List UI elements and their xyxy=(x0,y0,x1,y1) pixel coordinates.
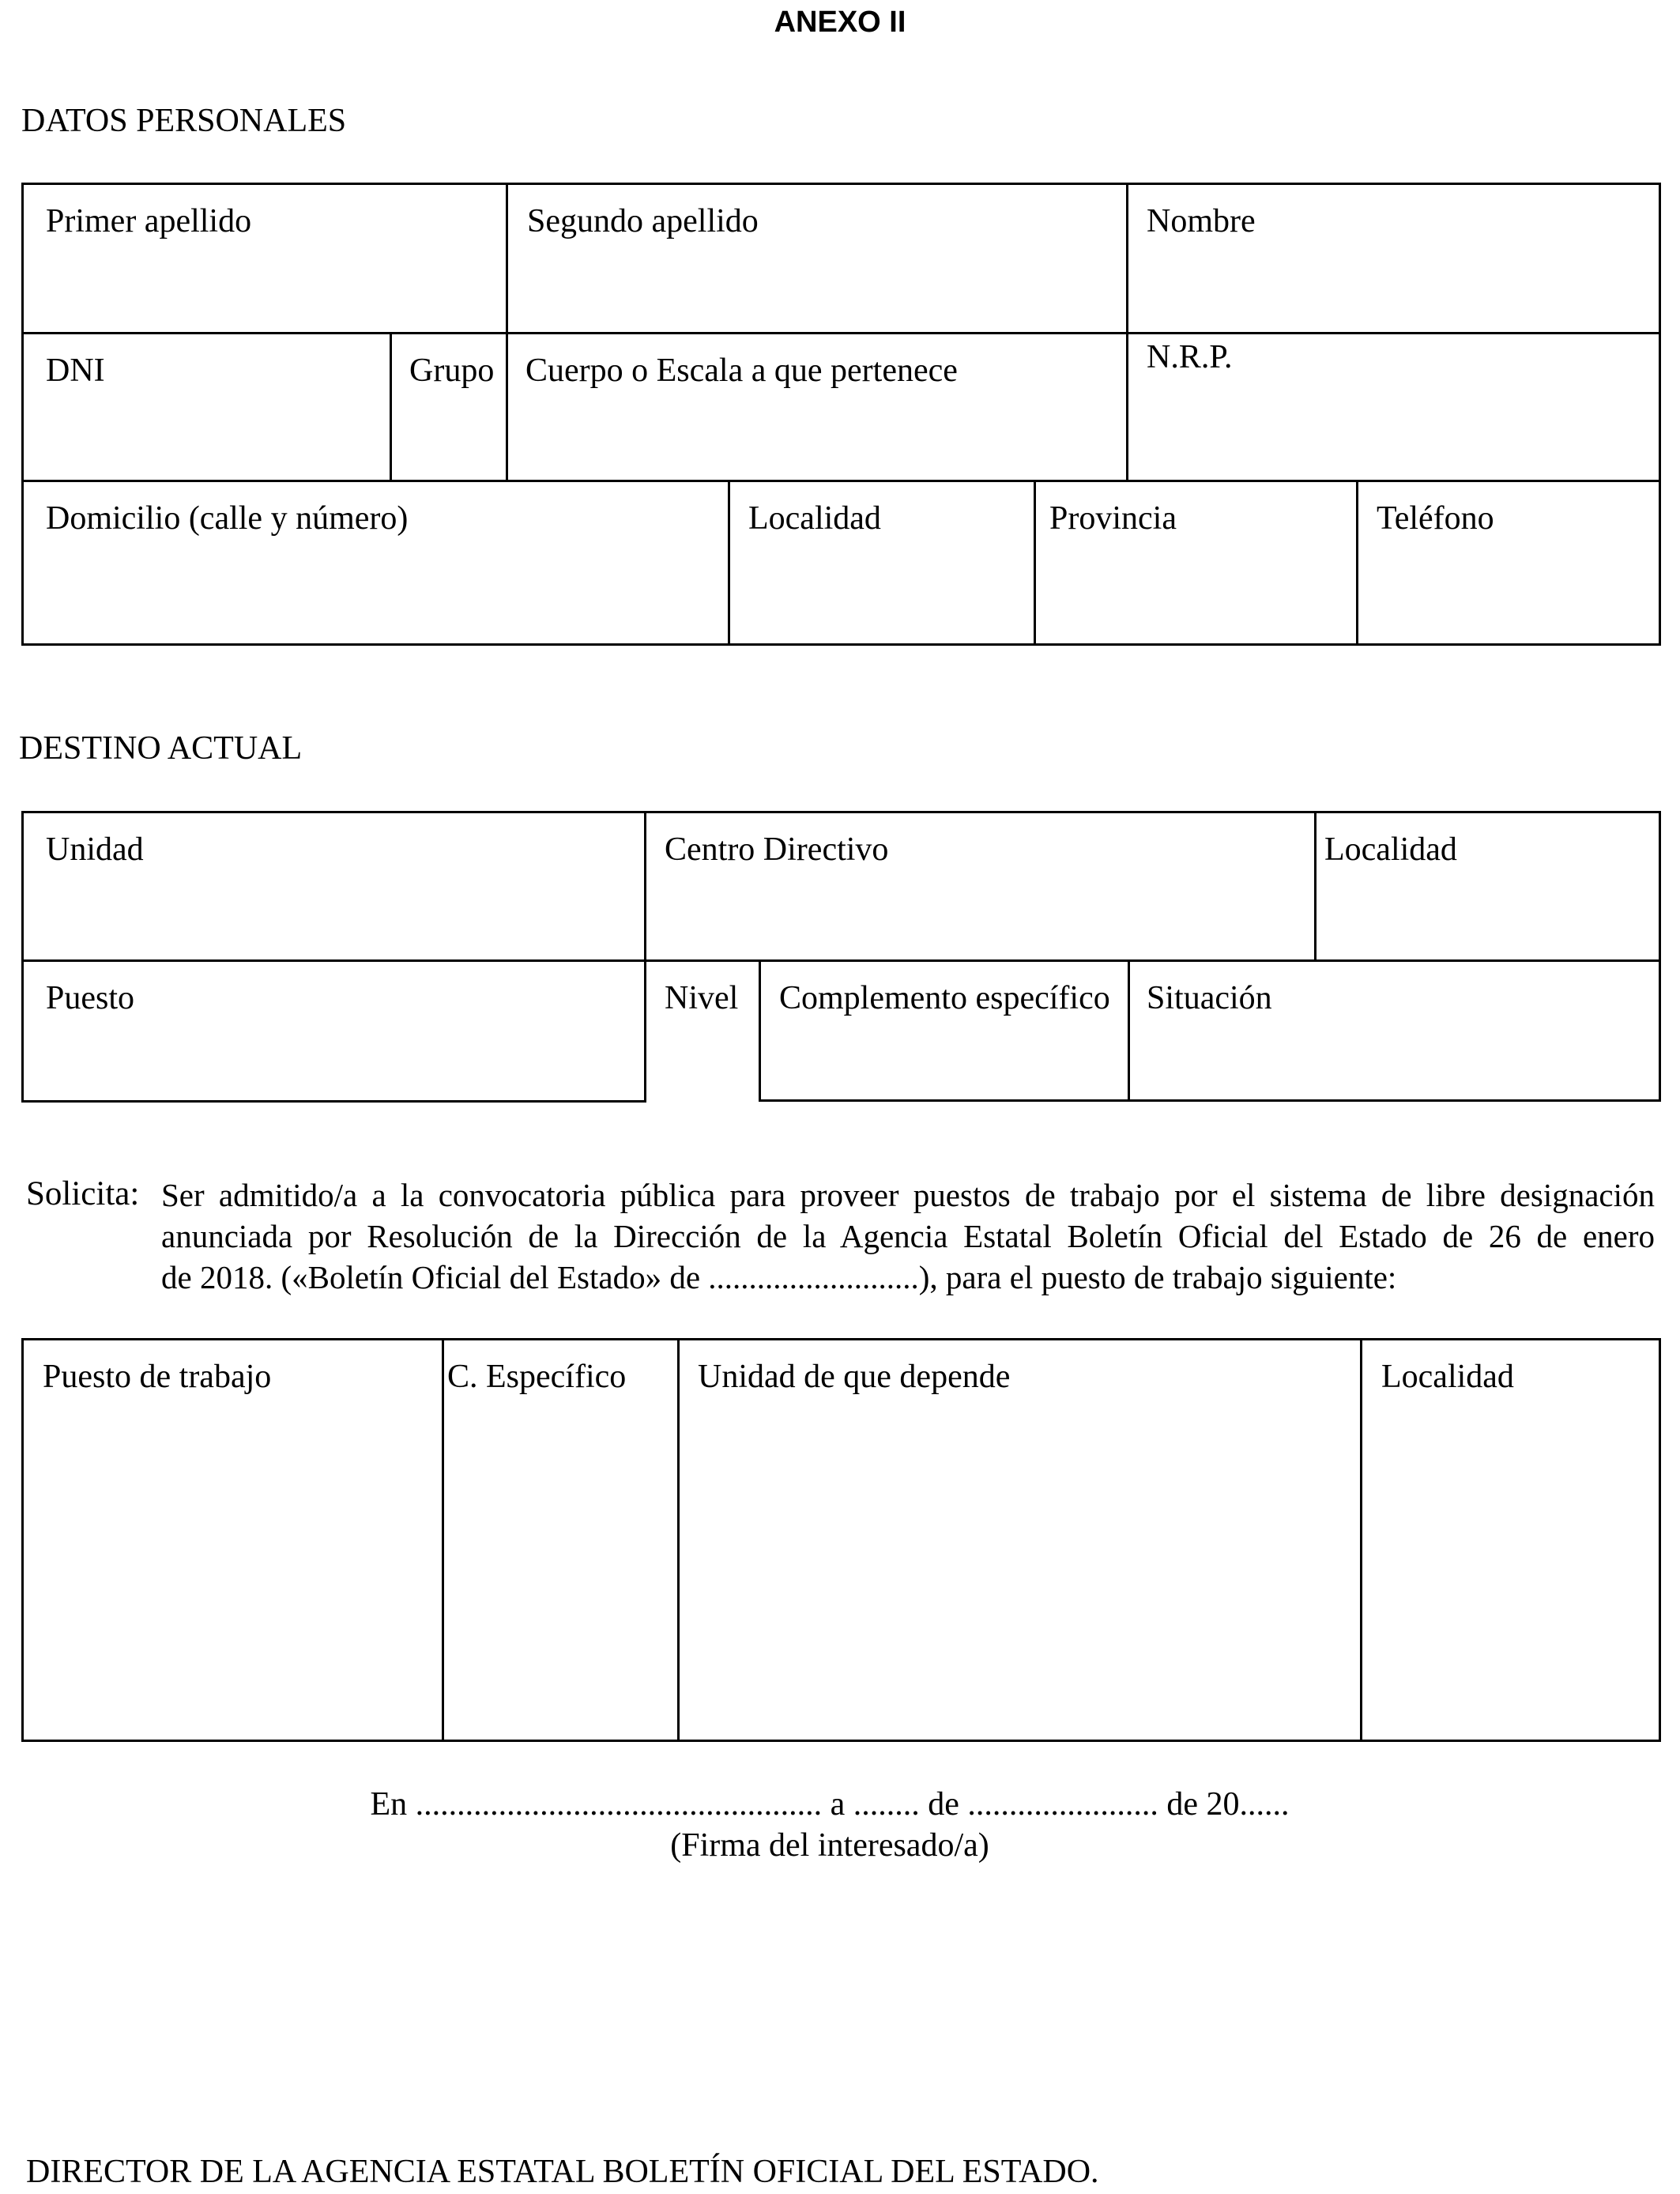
column-divider xyxy=(1034,480,1036,646)
column-divider xyxy=(759,959,761,1102)
solicita-label: Solicita: xyxy=(26,1175,140,1212)
field-segundo-apellido[interactable]: Segundo apellido xyxy=(527,203,759,239)
field-dni[interactable]: DNI xyxy=(46,352,105,389)
row-divider xyxy=(21,480,1661,482)
addressee-footer: DIRECTOR DE LA AGENCIA ESTATAL BOLETÍN OFICIAL DEL ESTADO. xyxy=(26,2154,1099,2190)
table-border xyxy=(759,1099,1661,1102)
column-divider xyxy=(728,480,730,646)
section-heading-destino-actual: DESTINO ACTUAL xyxy=(19,730,303,767)
table-border xyxy=(21,811,24,1103)
field-telefono[interactable]: Teléfono xyxy=(1377,500,1494,537)
column-divider xyxy=(1360,1338,1362,1742)
column-divider xyxy=(1356,480,1358,646)
row-divider xyxy=(21,332,1661,334)
table-border xyxy=(1659,811,1661,1102)
field-primer-apellido[interactable]: Primer apellido xyxy=(46,203,252,239)
solicita-text-line-3: de 2018. («Boletín Oficial del Estado» de ..........................), para el puesto de trabajo siguiente: xyxy=(161,1259,1397,1295)
field-nivel[interactable]: Nivel xyxy=(665,980,739,1016)
column-divider xyxy=(442,1338,444,1742)
table-border xyxy=(21,1100,646,1103)
table-border xyxy=(21,811,1661,813)
field-domicilio[interactable]: Domicilio (calle y número) xyxy=(46,500,409,537)
field-complemento-especifico[interactable]: Complemento específico xyxy=(779,980,1110,1016)
field-situacion[interactable]: Situación xyxy=(1147,980,1272,1016)
solicita-text-line-2: anunciada por Resolución de la Dirección de la Agencia Estatal Boletín Oficial del Estado de 26 de enero xyxy=(161,1218,1655,1254)
column-divider xyxy=(644,811,646,1103)
column-divider xyxy=(1128,959,1130,1102)
field-unidad-de-que-depende[interactable]: Unidad de que depende xyxy=(698,1359,1011,1395)
solicita-text-line-1: Ser admitido/a a la convocatoria pública para proveer puestos de trabajo por el sistema de libre designación xyxy=(161,1177,1655,1213)
datos-personales-border xyxy=(21,183,1661,646)
signature-caption: (Firma del interesado/a) xyxy=(670,1827,989,1864)
field-localidad-puesto[interactable]: Localidad xyxy=(1381,1359,1514,1395)
field-localidad-destino[interactable]: Localidad xyxy=(1324,831,1457,868)
field-unidad[interactable]: Unidad xyxy=(46,831,144,868)
date-line[interactable]: En ................................................. a ........ de ....................... de 20...... xyxy=(370,1786,1290,1823)
field-nrp[interactable]: N.R.P. xyxy=(1147,339,1233,375)
row-divider xyxy=(21,959,1661,962)
field-nombre[interactable]: Nombre xyxy=(1147,203,1256,239)
column-divider xyxy=(1314,811,1317,961)
field-puesto[interactable]: Puesto xyxy=(46,980,135,1016)
field-centro-directivo[interactable]: Centro Directivo xyxy=(665,831,889,868)
column-divider xyxy=(1126,183,1128,481)
column-divider xyxy=(506,183,508,481)
section-heading-datos-personales: DATOS PERSONALES xyxy=(21,103,347,139)
field-puesto-de-trabajo[interactable]: Puesto de trabajo xyxy=(43,1359,272,1395)
page-title: ANEXO II xyxy=(774,6,906,39)
field-c-especifico[interactable]: C. Específico xyxy=(447,1359,627,1395)
field-provincia[interactable]: Provincia xyxy=(1049,500,1177,537)
column-divider xyxy=(390,332,392,481)
field-localidad[interactable]: Localidad xyxy=(748,500,881,537)
puesto-solicitado-border xyxy=(21,1338,1661,1742)
column-divider xyxy=(677,1338,680,1742)
field-grupo[interactable]: Grupo xyxy=(409,352,495,389)
field-cuerpo-escala[interactable]: Cuerpo o Escala a que pertenece xyxy=(525,352,958,389)
